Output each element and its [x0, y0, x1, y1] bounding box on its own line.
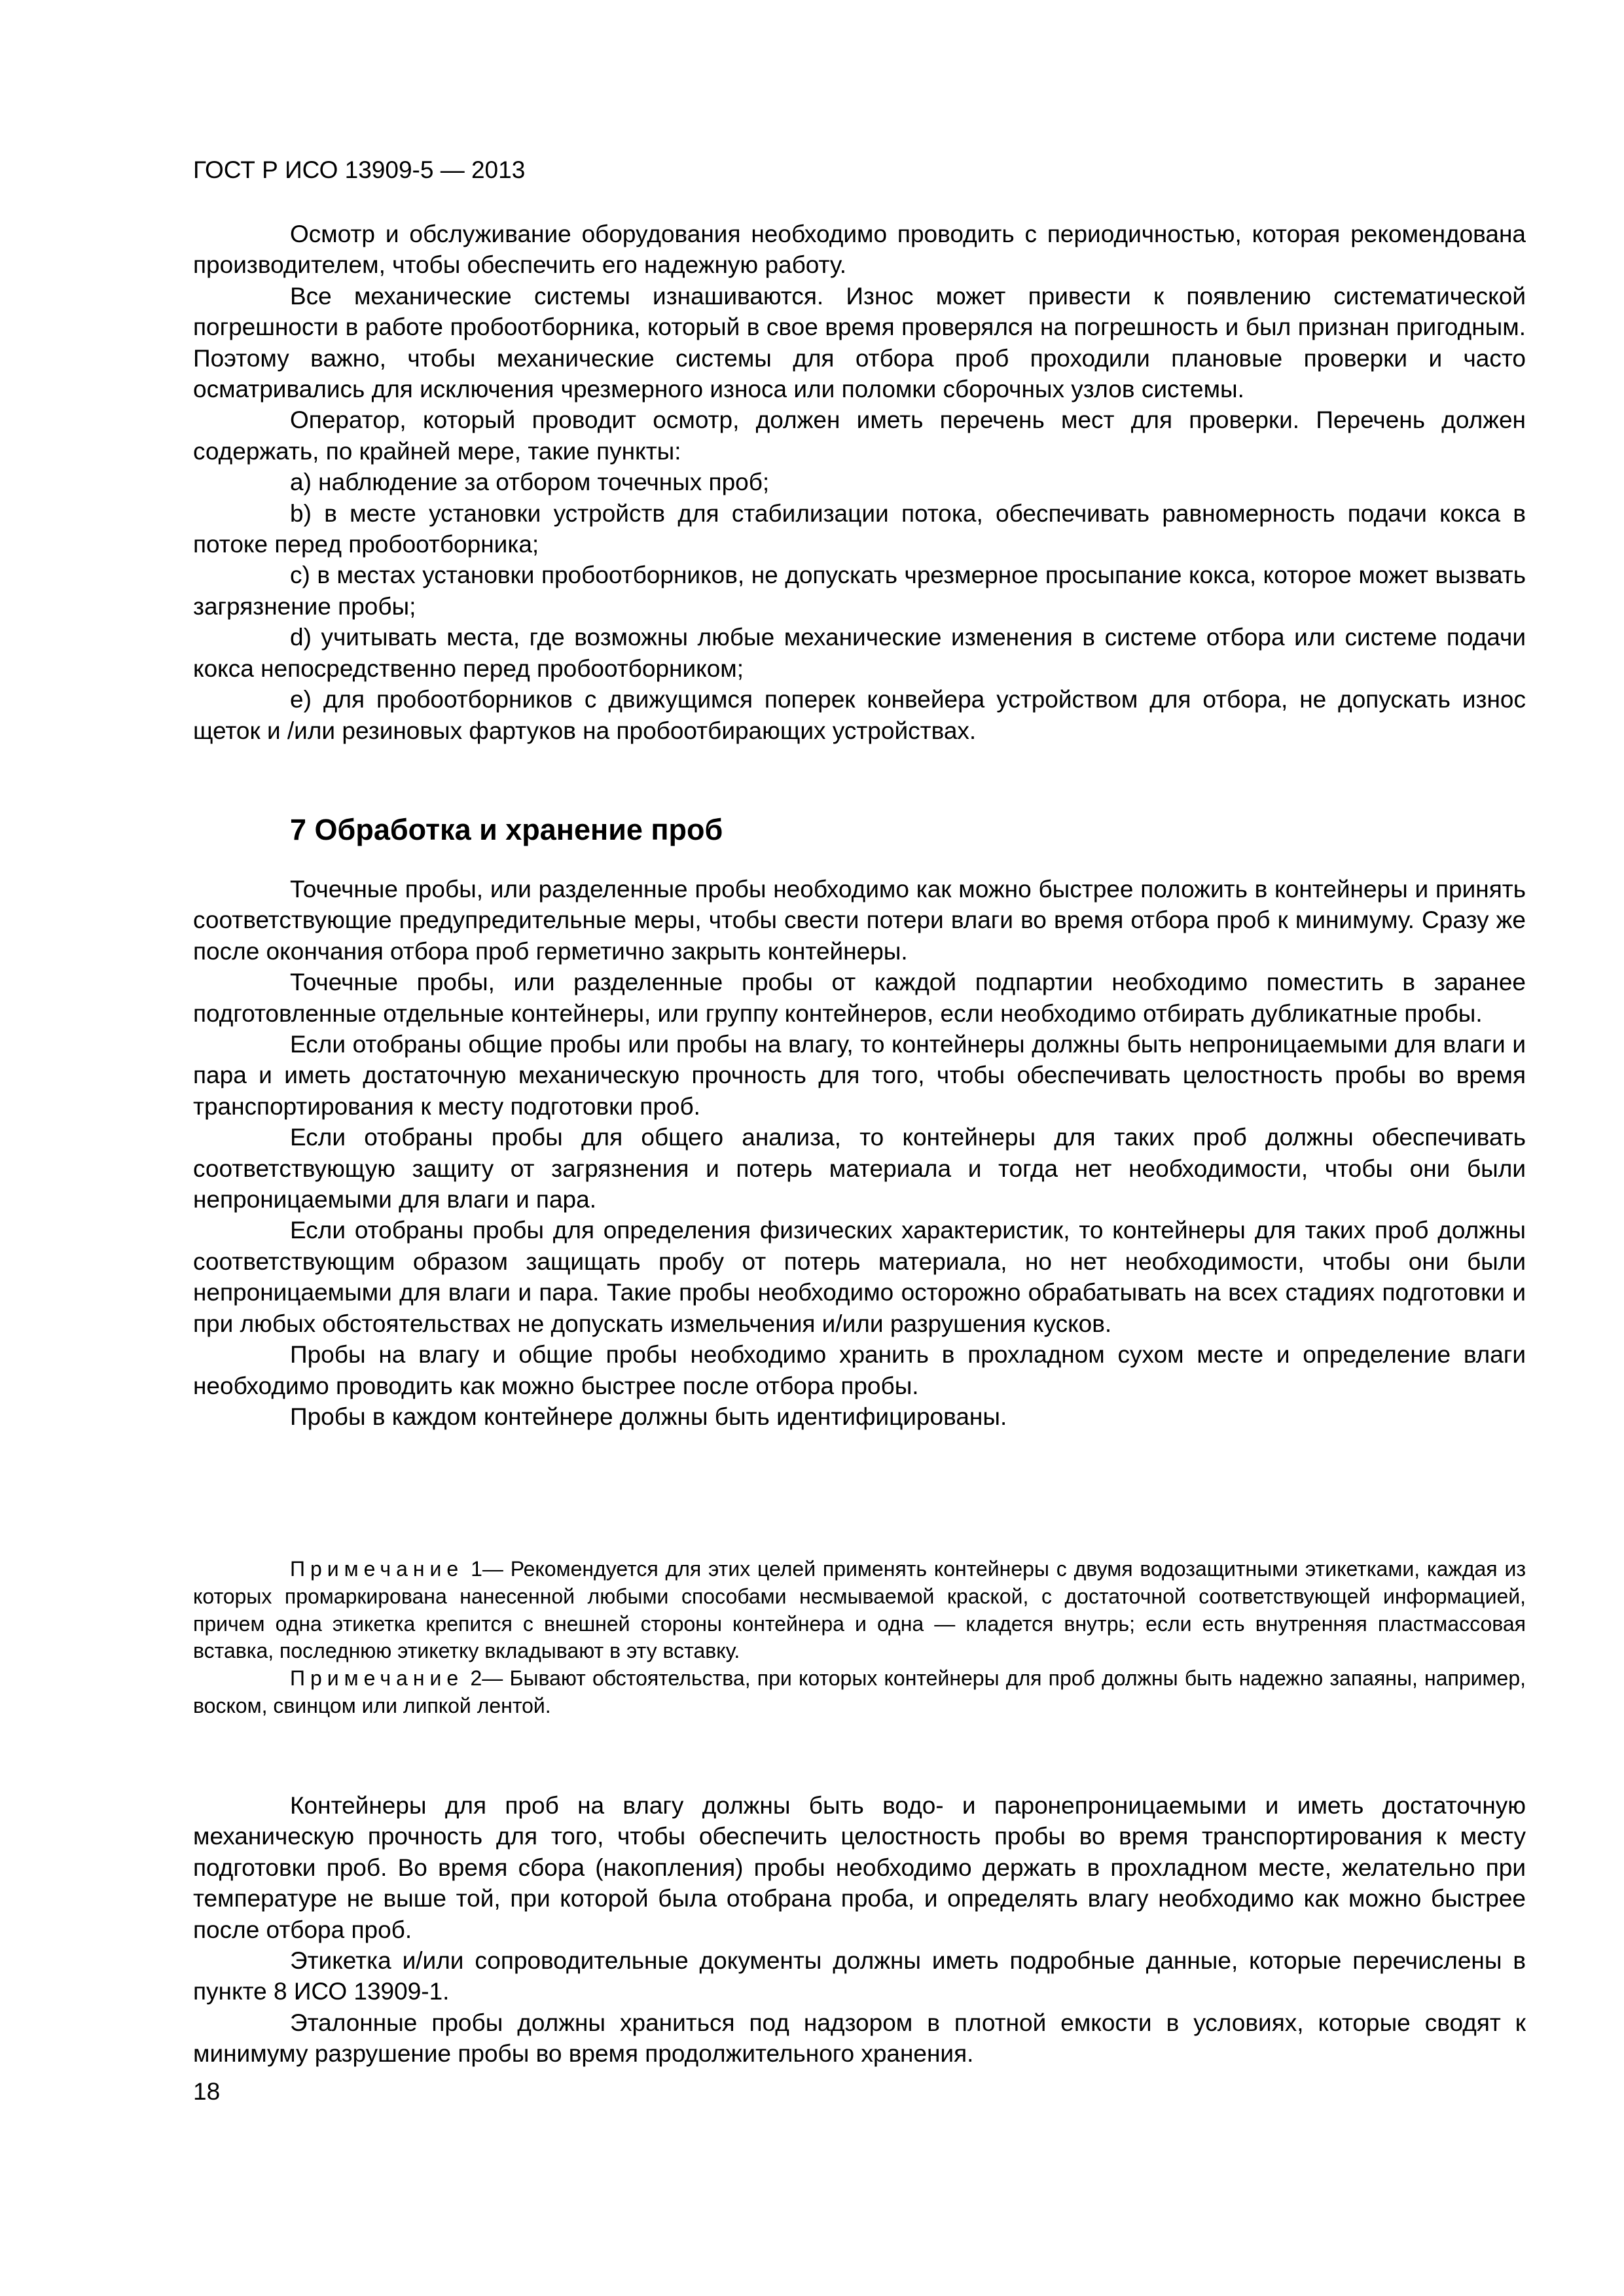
note-label: Примечание [290, 1666, 464, 1691]
note-number: 2 [470, 1666, 482, 1691]
paragraph: Если отобраны пробы для общего анализа, то контейнеры для таких проб должны обеспечивать соответствующую защиту от загрязнения и потерь материала и тогда нет необходимости, чтобы они были непроницаемыми для влаги и пара. [193, 1124, 1526, 1213]
section-body-continued [193, 1790, 1526, 2070]
paragraph: Оператор, который проводит осмотр, должен иметь перечень мест для проверки. Перечень должен содержать, по крайней мере, такие пункты: [193, 406, 1526, 465]
section-heading-block [193, 812, 1526, 848]
paragraph: Пробы в каждом контейнере должны быть идентифицированы. [290, 1403, 1007, 1430]
list-item: b) в месте установки устройств для стабилизации потока, обеспечивать равномерность подачи кокса в потоке перед пробоотборника; [193, 499, 1526, 558]
notes-block [193, 1556, 1526, 1720]
paragraph: Осмотр и обслуживание оборудования необходимо проводить с периодичностью, которая рекомендована производителем, чтобы обеспечить его надежную работу. [193, 221, 1526, 279]
note-number: 1 [471, 1557, 482, 1581]
paragraph: Пробы на влагу и общие пробы необходимо хранить в прохладном сухом месте и определение влаги необходимо проводить как можно быстрее после отбора пробы. [193, 1341, 1526, 1399]
intro-block [193, 219, 1526, 746]
list-item: с) в местах установки пробоотборников, не допускать чрезмерное просыпание кокса, которое может вызвать загрязнение пробы; [193, 562, 1526, 620]
paragraph: Контейнеры для проб на влагу должны быть водо- и паронепроницаемыми и иметь достаточную механическую прочность для того, чтобы обеспечить целостность пробы во время транспортирования к месту подготовки проб. Во время сбора (накопления) пробы необходимо держать в прохладном месте, желательно при температуре не выше той, при которой была отобрана проба, и определять влагу необходимо как можно быстрее после отбора проб. [193, 1792, 1526, 1943]
note [193, 1665, 1526, 1720]
paragraph: Этикетка и/или сопроводительные документы должны иметь подробные данные, которые перечислены в пункте 8 ИСО 13909-1. [193, 1947, 1526, 2005]
paragraph: Все механические системы изнашиваются. Износ может привести к появлению систематической погрешности в работе пробоотборника, который в свое время проверялся на погрешность и был признан пригодным. Поэтому важно, чтобы механические системы для отбора проб проходили плановые проверки и часто осматривались для исключения чрезмерного износа или поломки сборочных узлов системы. [193, 282, 1526, 403]
list-item: а) наблюдение за отбором точечных проб; [290, 469, 770, 496]
paragraph: Точечные пробы, или разделенные пробы необходимо как можно быстрее положить в контейнеры и принять соответствующие предупредительные меры, чтобы свести потери влаги во время отбора проб к минимуму. Сразу же после окончания отбора проб герметично закрыть контейнеры. [193, 876, 1526, 965]
section-heading: 7 Обработка и хранение проб [290, 813, 723, 846]
paragraph: Точечные пробы, или разделенные пробы от каждой подпартии необходимо поместить в заранее подготовленные отдельные контейнеры, или группу контейнеров, если необходимо отбирать дубликатные пробы. [193, 969, 1526, 1027]
note-text: — Рекомендуется для этих целей применять контейнеры с двумя водозащитными этикетками, каждая из которых промаркирована нанесенной любыми способами несмываемой краской, с достаточной соответствующей информацией, причем одна этикетка крепится с внешней стороны контейнера и одна — кладется внутрь; если есть внутренняя пластмассовая вставка, последнюю этикетку вкладывают в эту вставку. [193, 1557, 1526, 1663]
paragraph: Если отобраны общие пробы или пробы на влагу, то контейнеры должны быть непроницаемыми для влаги и пара и иметь достаточную механическую прочность для того, чтобы обеспечивать целостность пробы во время транспортирования к месту подготовки проб. [193, 1031, 1526, 1120]
note-label: Примечание [290, 1557, 464, 1581]
page-number: 18 [193, 2078, 221, 2105]
document-header: ГОСТ Р ИСО 13909-5 — 2013 [193, 156, 526, 183]
section-body [193, 874, 1526, 1432]
list-item: е) для пробоотборников с движущимся поперек конвейера устройством для отбора, не допускать износ щеток и /или резиновых фартуков на пробоотбирающих устройствах. [193, 686, 1526, 744]
note [193, 1556, 1526, 1665]
note-text: — Бывают обстоятельства, при которых контейнеры для проб должны быть надежно запаяны, например, воском, свинцом или липкой лентой. [193, 1666, 1526, 1717]
paragraph: Если отобраны пробы для определения физических характеристик, то контейнеры для таких проб должны соответствующим образом защищать пробу от потерь материала, но нет необходимости, чтобы они были непроницаемыми для влаги и пара. Такие пробы необходимо осторожно обрабатывать на всех стадиях подготовки и при любых обстоятельствах не допускать измельчения и/или разрушения кусков. [193, 1217, 1526, 1337]
list-item: d) учитывать места, где возможны любые механические изменения в системе отбора или системе подачи кокса непосредственно перед пробоотборником; [193, 624, 1526, 682]
paragraph: Эталонные пробы должны храниться под надзором в плотной емкости в условиях, которые сводят к минимуму разрушение пробы во время продолжительного хранения. [193, 2009, 1526, 2068]
